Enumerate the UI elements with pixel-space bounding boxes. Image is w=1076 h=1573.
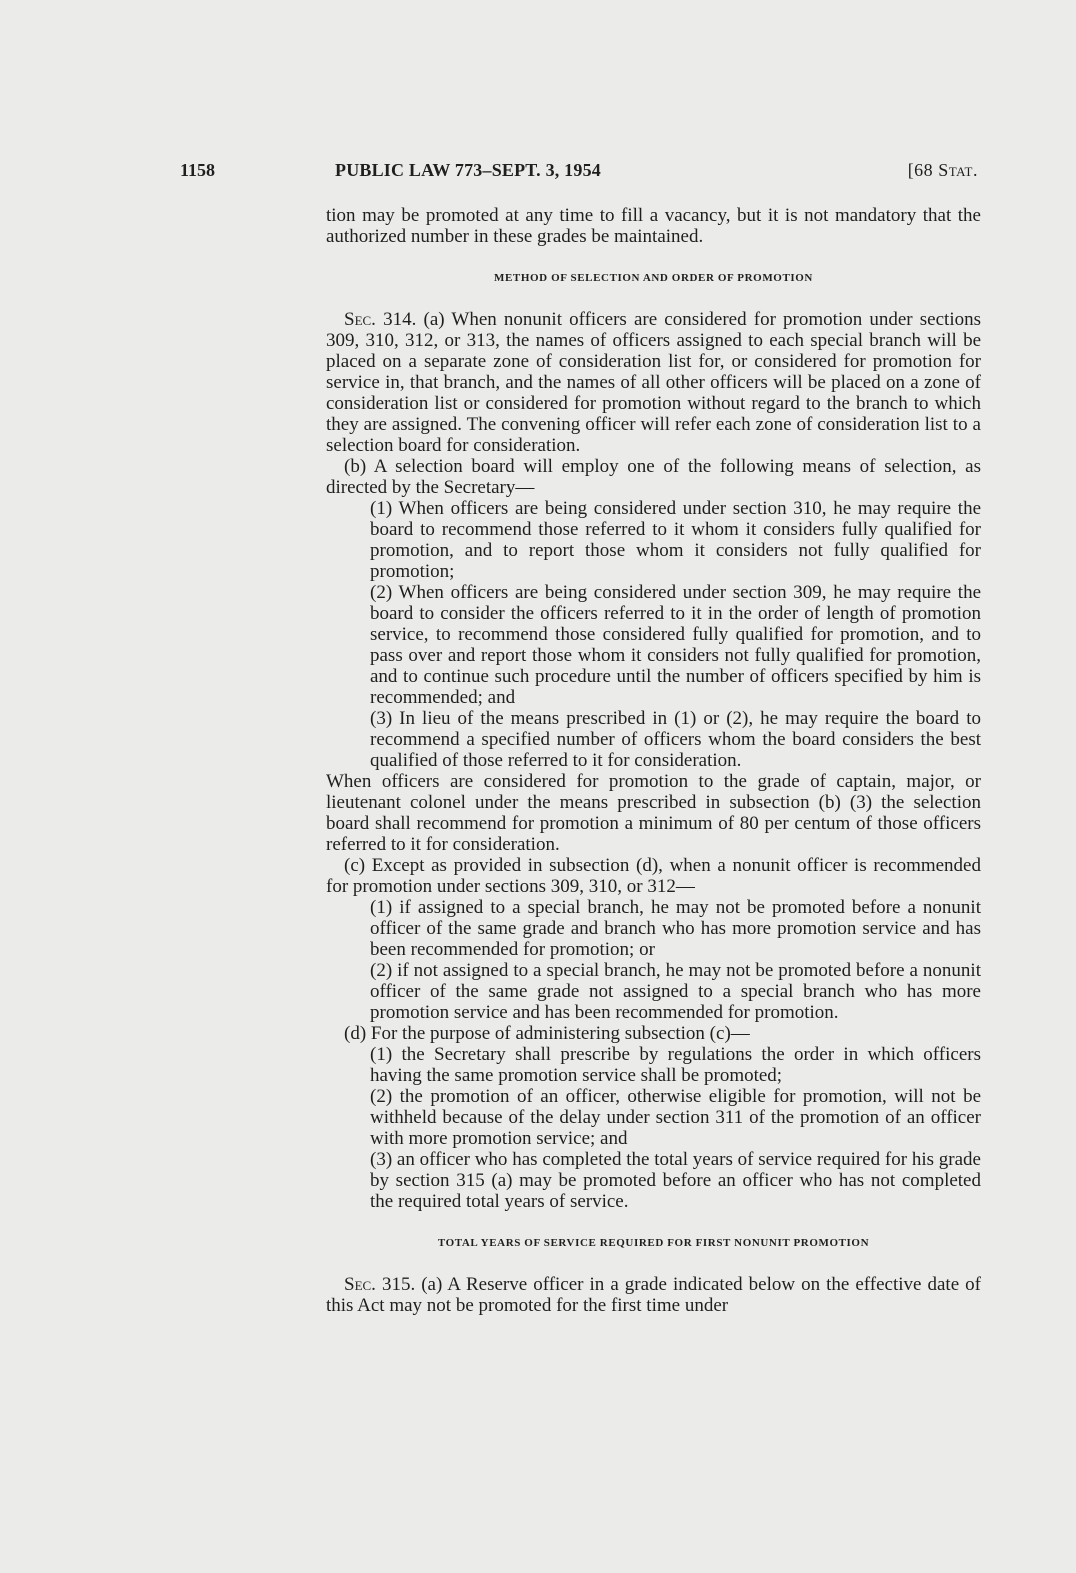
section-315-a [326, 1274, 981, 1316]
section-314-c-2: (2) if not assigned to a special branch, he may not be promoted before a nonunit officer of the same grade not assigned to a special branch who has more promotion service and has been recommended for promotion. [370, 960, 981, 1023]
statute-abbrev: Stat. [938, 160, 978, 180]
section-314-b-3: (3) In lieu of the means prescribed in (1) or (2), he may require the board to recommend a specified number of officers whom the board considers the best qualified of those referred to it for consideration. [370, 708, 981, 771]
section-heading-314: METHOD OF SELECTION AND ORDER OF PROMOTION [494, 272, 813, 284]
statute-volume: [68 [907, 160, 934, 180]
section-315-a-text: (a) A Reserve officer in a grade indicated below on the effective date of this Act may not be promoted for the first time under [326, 1274, 981, 1316]
page-header [180, 160, 978, 184]
section-314-a [326, 309, 981, 456]
section-314-b-1: (1) When officers are being considered under section 310, he may require the board to recommend those referred to it whom it considers fully qualified for promotion, and to report those whom it considers not fully qualified for promotion; [370, 498, 981, 582]
section-314-a-text: (a) When nonunit officers are considered for promotion under sections 309, 310, 312, or 313, the names of officers assigned to each special branch will be placed on a separate zone of consideration list for, or considered for promotion for service in, that branch, and the names of all other officers will be placed on a zone of consideration list or considered for promotion without regard to the branch to which they are assigned. The convening officer will refer each zone of consideration list to a selection board for consideration. [326, 309, 981, 456]
section-314-d-2: (2) the promotion of an officer, otherwise eligible for promotion, will not be withheld because of the delay under section 311 of the promotion of an officer with more promotion service; and [370, 1086, 981, 1149]
page-number: 1158 [180, 160, 216, 180]
continued-paragraph: tion may be promoted at any time to fill a vacancy, but it is not mandatory that the authorized number in these grades be maintained. [326, 205, 981, 247]
section-314-c-1: (1) if assigned to a special branch, he may not be promoted before a nonunit officer of the same grade and branch who has more promotion service and has been recommended for promotion; or [370, 897, 981, 960]
section-314-d-3: (3) an officer who has completed the total years of service required for his grade by section 315 (a) may be promoted before an officer who has not completed the required total years of service. [370, 1149, 981, 1212]
section-314-b: (b) A selection board will employ one of the following means of selection, as directed by the Secretary— [326, 456, 981, 498]
section-314-d-1: (1) the Secretary shall prescribe by regulations the order in which officers having the same promotion service shall be promoted; [370, 1044, 981, 1086]
section-label-315: Sec. 315. [344, 1274, 416, 1295]
section-heading-315: TOTAL YEARS OF SERVICE REQUIRED FOR FIRST NONUNIT PROMOTION [437, 1237, 870, 1249]
section-314-b-tail: When officers are considered for promotion to the grade of captain, major, or lieutenant colonel under the means prescribed in subsection (b) (3) the selection board shall recommend for promotion a minimum of 80 per centum of those officers referred to it for consideration. [326, 771, 981, 855]
running-head: PUBLIC LAW 773–SEPT. 3, 1954 [335, 160, 601, 180]
section-314-b-2: (2) When officers are being considered under section 309, he may require the board to consider the officers referred to it in the order of length of promotion service, to recommend those considered fully qualified for promotion, and to pass over and report those whom it considers not fully qualified for promotion, and to continue such procedure until the number of officers specified by him is recommended; and [370, 582, 981, 708]
section-label-314: Sec. 314. [344, 309, 417, 330]
section-314-c: (c) Except as provided in subsection (d), when a nonunit officer is recommended for promotion under sections 309, 310, or 312— [326, 855, 981, 897]
statute-reference [908, 160, 978, 181]
document-body [326, 205, 981, 1316]
section-314-d: (d) For the purpose of administering subsection (c)— [344, 1023, 750, 1044]
